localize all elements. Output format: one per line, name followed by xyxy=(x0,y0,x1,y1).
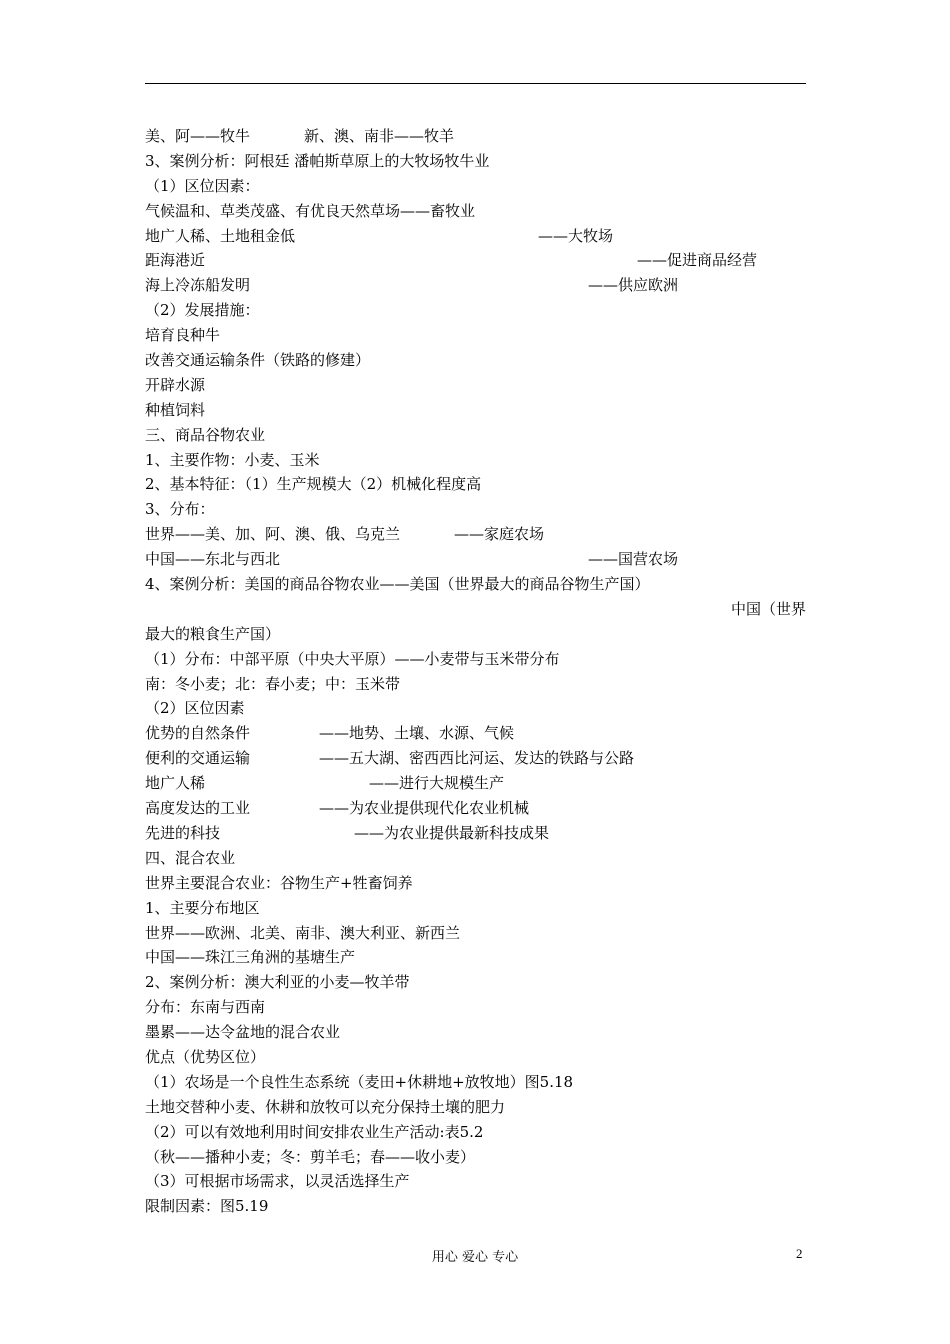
text-line xyxy=(145,597,806,622)
text-line xyxy=(145,248,806,273)
line-text: 优势的自然条件 xyxy=(145,724,251,743)
line-text: 便利的交通运输 xyxy=(145,749,251,768)
text-line xyxy=(145,647,806,672)
line-text: 三、商品谷物农业 xyxy=(145,425,266,444)
line-text: （1）农场是一个良性生态系统（麦田+休耕地+放牧地）图5.18 xyxy=(145,1072,574,1091)
text-line xyxy=(145,746,806,771)
text-line xyxy=(145,771,806,796)
text-line xyxy=(145,672,806,697)
line-text: 土地交替种小麦、休耕和放牧可以充分保持土壤的肥力 xyxy=(145,1097,506,1116)
line-text: 优点（优势区位） xyxy=(145,1047,266,1066)
line-text: ——进行大规模生产 xyxy=(369,774,505,793)
text-line xyxy=(145,1070,806,1095)
line-text: 新、澳、南非——牧羊 xyxy=(304,127,455,145)
text-line xyxy=(145,1169,806,1194)
text-line xyxy=(145,1095,806,1120)
line-text: 中国——东北与西北 xyxy=(145,550,281,569)
line-text: 3、案例分析：阿根廷 潘帕斯草原上的大牧场牧牛业 xyxy=(145,151,490,170)
line-text: 分布：东南与西南 xyxy=(145,998,266,1017)
text-line xyxy=(145,448,806,473)
line-text: 气候温和、草类茂盛、有优良天然草场——畜牧业 xyxy=(145,201,476,220)
line-text: 世界——欧洲、北美、南非、澳大利亚、新西兰 xyxy=(145,923,461,942)
line-text: 3、分布： xyxy=(145,500,215,519)
line-text: ——五大湖、密西西比河运、发达的铁路与公路 xyxy=(319,749,635,768)
page-body xyxy=(145,124,806,1219)
line-text: 培育良种牛 xyxy=(145,326,221,345)
text-line xyxy=(145,1145,806,1170)
line-text: 开辟水源 xyxy=(145,375,206,394)
text-line xyxy=(145,273,806,298)
text-line xyxy=(145,796,806,821)
line-text: （秋——播种小麦；冬：剪羊毛；春——收小麦） xyxy=(145,1147,476,1166)
line-text: （2）可以有效地利用时间安排农业生产活动:表5.2 xyxy=(145,1122,484,1141)
line-text: 高度发达的工业 xyxy=(145,799,251,818)
text-line xyxy=(145,149,806,174)
line-text: ——国营农场 xyxy=(588,550,679,569)
text-line xyxy=(145,622,806,647)
line-text: 世界——美、加、阿、澳、俄、乌克兰 xyxy=(145,525,401,544)
text-line xyxy=(145,945,806,970)
line-text: 2、案例分析：澳大利亚的小麦—牧羊带 xyxy=(145,973,410,992)
text-line xyxy=(145,896,806,921)
text-line xyxy=(145,696,806,721)
line-text: 4、案例分析：美国的商品谷物农业——美国（世界最大的商品谷物生产国） xyxy=(145,575,650,594)
line-text: ——促进商品经营 xyxy=(637,251,758,270)
line-text: 南：冬小麦；北：春小麦；中：玉米带 xyxy=(145,674,401,693)
text-line xyxy=(145,1020,806,1045)
line-text: 改善交通运输条件（铁路的修建） xyxy=(145,351,371,370)
text-line xyxy=(145,995,806,1020)
line-text: 海上冷冻船发明 xyxy=(145,276,251,295)
line-text: ——为农业提供最新科技成果 xyxy=(354,823,550,842)
text-line xyxy=(145,348,806,373)
line-text: 四、混合农业 xyxy=(145,848,236,867)
line-text: 世界主要混合农业：谷物生产+牲畜饲养 xyxy=(145,873,413,892)
text-line xyxy=(145,124,806,149)
section-heading xyxy=(145,423,806,448)
line-text: ——为农业提供现代化农业机械 xyxy=(319,799,530,818)
line-text: ——家庭农场 xyxy=(454,525,545,544)
line-text: 先进的科技 xyxy=(145,823,221,842)
line-text: 1、主要分布地区 xyxy=(145,898,260,917)
text-line xyxy=(145,373,806,398)
line-text: 限制因素：图5.19 xyxy=(145,1197,269,1216)
line-text: 距海港近 xyxy=(145,251,206,270)
text-line xyxy=(145,224,806,249)
line-text: （1）区位因素： xyxy=(145,176,260,195)
text-line xyxy=(145,298,806,323)
line-text: 2、基本特征：（1）生产规模大（2）机械化程度高 xyxy=(145,475,482,494)
line-text: ——大牧场 xyxy=(538,226,614,245)
line-text: 种植饲料 xyxy=(145,400,206,419)
text-line xyxy=(145,398,806,423)
text-line xyxy=(145,970,806,995)
line-text: ——供应欧洲 xyxy=(588,276,679,295)
line-text: 墨累——达令盆地的混合农业 xyxy=(145,1023,341,1042)
text-line xyxy=(145,1045,806,1070)
text-line xyxy=(145,871,806,896)
line-text: （2）发展措施： xyxy=(145,301,260,320)
text-line xyxy=(145,1120,806,1145)
header-rule xyxy=(145,83,806,84)
footer-motto: 用心 爱心 专心 xyxy=(431,1250,519,1265)
text-line xyxy=(145,547,806,572)
line-text: ——地势、土壤、水源、气候 xyxy=(319,724,515,743)
text-line xyxy=(145,921,806,946)
line-text: 地广人稀、土地租金低 xyxy=(145,226,296,245)
text-line xyxy=(145,821,806,846)
section-heading xyxy=(145,846,806,871)
text-line xyxy=(145,323,806,348)
line-text: 中国——珠江三角洲的基塘生产 xyxy=(145,948,356,967)
line-text: 地广人稀 xyxy=(145,774,206,793)
text-line xyxy=(145,199,806,224)
line-text: 美、阿——牧牛 xyxy=(145,127,251,145)
line-text: （2）区位因素 xyxy=(145,699,245,718)
text-line xyxy=(145,721,806,746)
line-text: 中国（世界 xyxy=(730,599,806,618)
text-line xyxy=(145,174,806,199)
text-line xyxy=(145,497,806,522)
line-text: 最大的粮食生产国） xyxy=(145,624,281,643)
text-line xyxy=(145,572,806,597)
text-line xyxy=(145,522,806,547)
line-text: 1、主要作物：小麦、玉米 xyxy=(145,450,320,469)
line-text: （3）可根据市场需求，以灵活选择生产 xyxy=(145,1172,410,1191)
text-line xyxy=(145,472,806,497)
page-number: 2 xyxy=(796,1246,803,1261)
text-line xyxy=(145,1194,806,1219)
line-text: （1）分布：中部平原（中央大平原）——小麦带与玉米带分布 xyxy=(145,649,560,668)
